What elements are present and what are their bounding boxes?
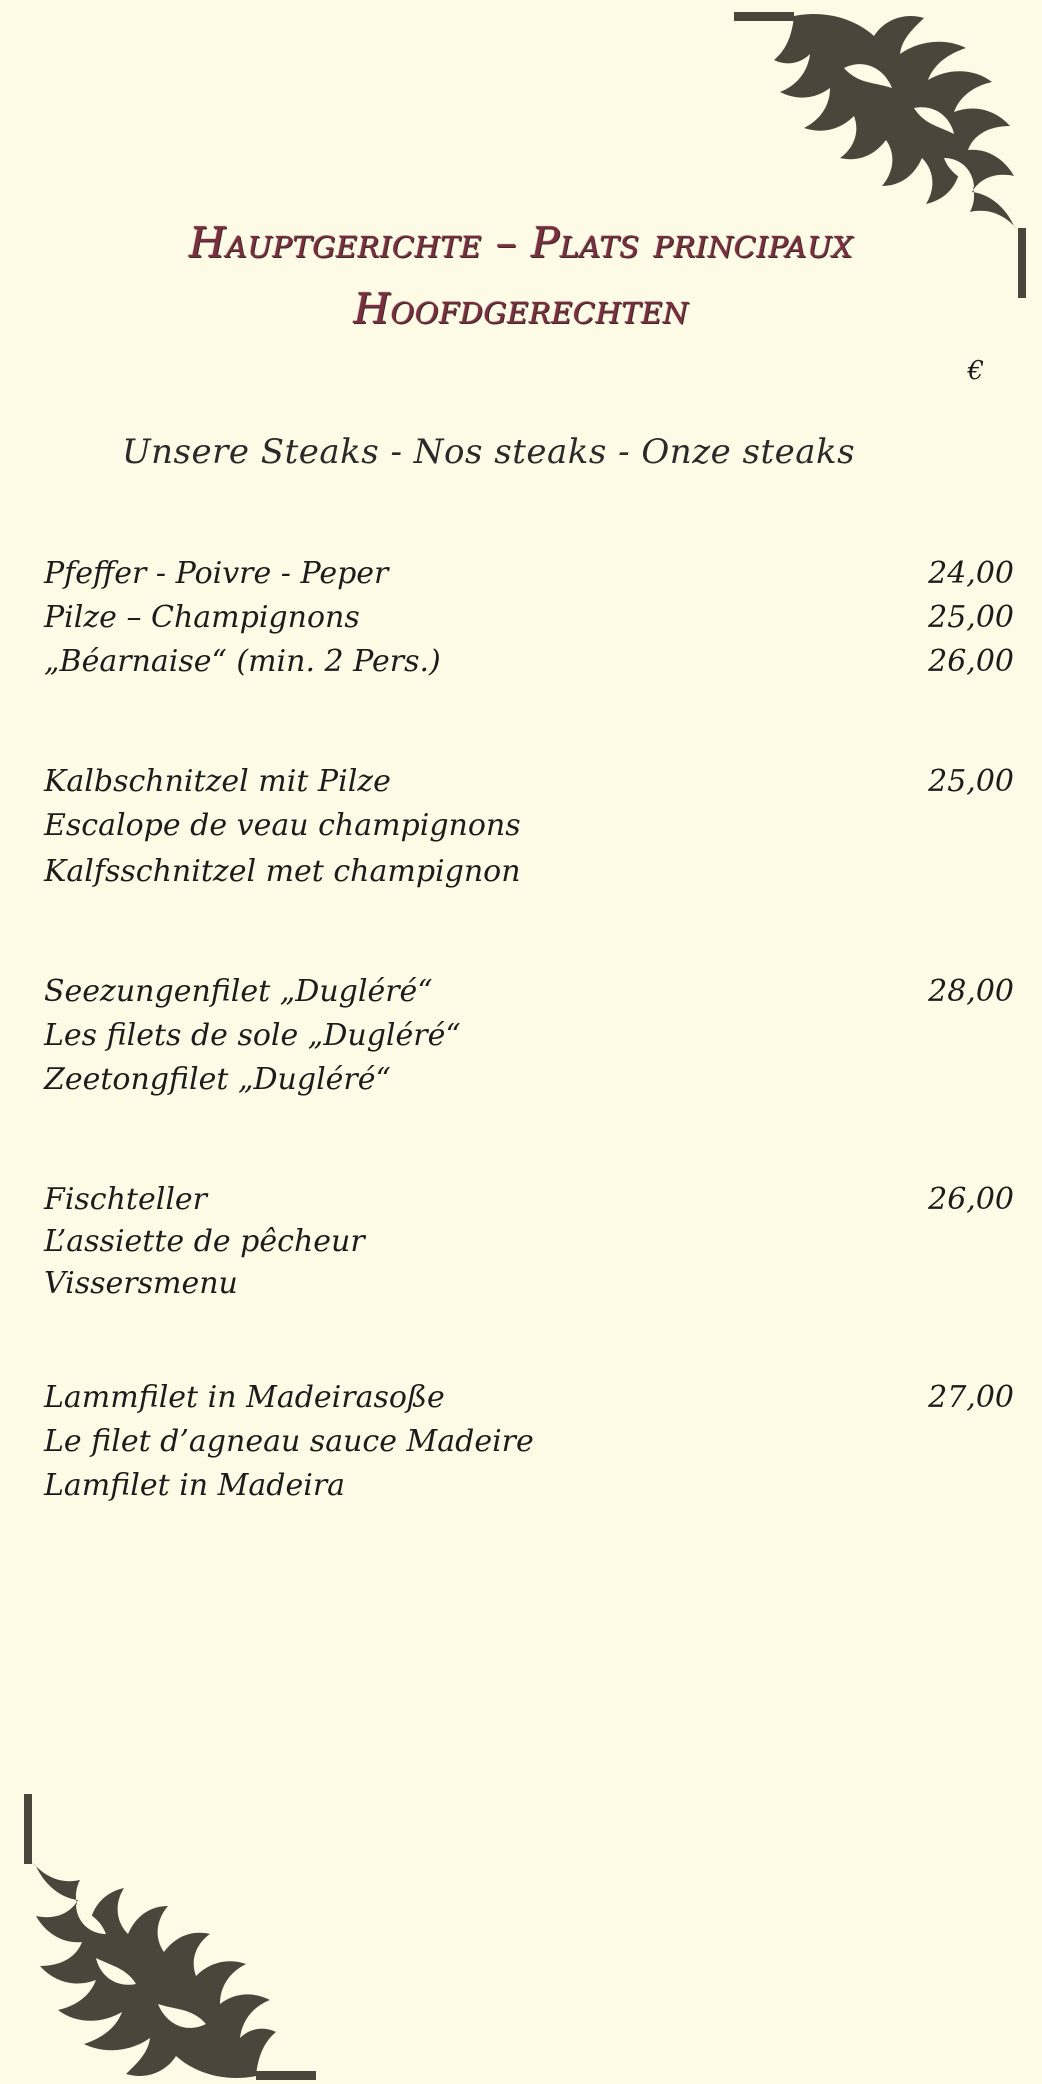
menu-item-name: L’assiette de pêcheur [44,1224,365,1259]
menu-item-name: Le filet d’agneau sauce Madeire [44,1424,534,1459]
currency-symbol: € [967,356,984,386]
menu-item-translation [44,1464,1014,1508]
menu-item-name: Lamfilet in Madeira [44,1468,346,1503]
menu-item-row [44,552,1014,596]
menu-item-name: Kalbschnitzel mit Pilze [44,764,391,799]
menu-item-name: Les filets de sole „Dugléré“ [44,1018,461,1053]
menu-item-name: Lammfilet in Madeirasoße [44,1380,445,1415]
menu-item-name: Vissersmenu [44,1266,238,1301]
menu-item-translation [44,804,1014,848]
menu-item-row [44,760,1014,804]
menu-item-price: 24,00 [928,556,1014,591]
section-title: Unsere Steaks - Nos steaks - Onze steaks [122,432,856,472]
menu-item-price: 25,00 [928,764,1014,799]
menu-title-line1: Hauptgerichte – Plats principaux [188,218,854,267]
menu-item-price: 27,00 [928,1380,1014,1415]
menu-item-price: 28,00 [928,974,1014,1009]
menu-item-row [44,1178,1014,1222]
menu-item-row [44,970,1014,1014]
menu-item-translation [44,1220,1014,1264]
menu-item-name: „Béarnaise“ (min. 2 Pers.) [44,644,441,679]
menu-item-row [44,1376,1014,1420]
menu-item-name: Kalfsschnitzel met champignon [44,854,521,889]
menu-item-translation [44,1058,1014,1102]
menu-item-name: Zeetongfilet „Dugléré“ [44,1062,391,1097]
menu-title-line2: Hoofdgerechten [353,284,689,333]
menu-item-translation [44,1420,1014,1464]
menu-item-price: 26,00 [928,1182,1014,1217]
menu-item-row [44,640,1014,684]
menu-item-translation [44,850,1014,894]
menu-item-name: Seezungenfilet „Dugléré“ [44,974,433,1009]
menu-item-name: Pilze – Champignons [44,600,360,635]
menu-item-translation [44,1262,1014,1306]
menu-item-price: 26,00 [928,644,1014,679]
corner-ornament-bottom-icon [16,1794,316,2084]
menu-item-name: Pfeffer - Poivre - Peper [44,556,389,591]
menu-item-name: Fischteller [44,1182,208,1217]
menu-item-row [44,596,1014,640]
menu-item-translation [44,1014,1014,1058]
menu-item-name: Escalope de veau champignons [44,808,521,843]
menu-item-price: 25,00 [928,600,1014,635]
